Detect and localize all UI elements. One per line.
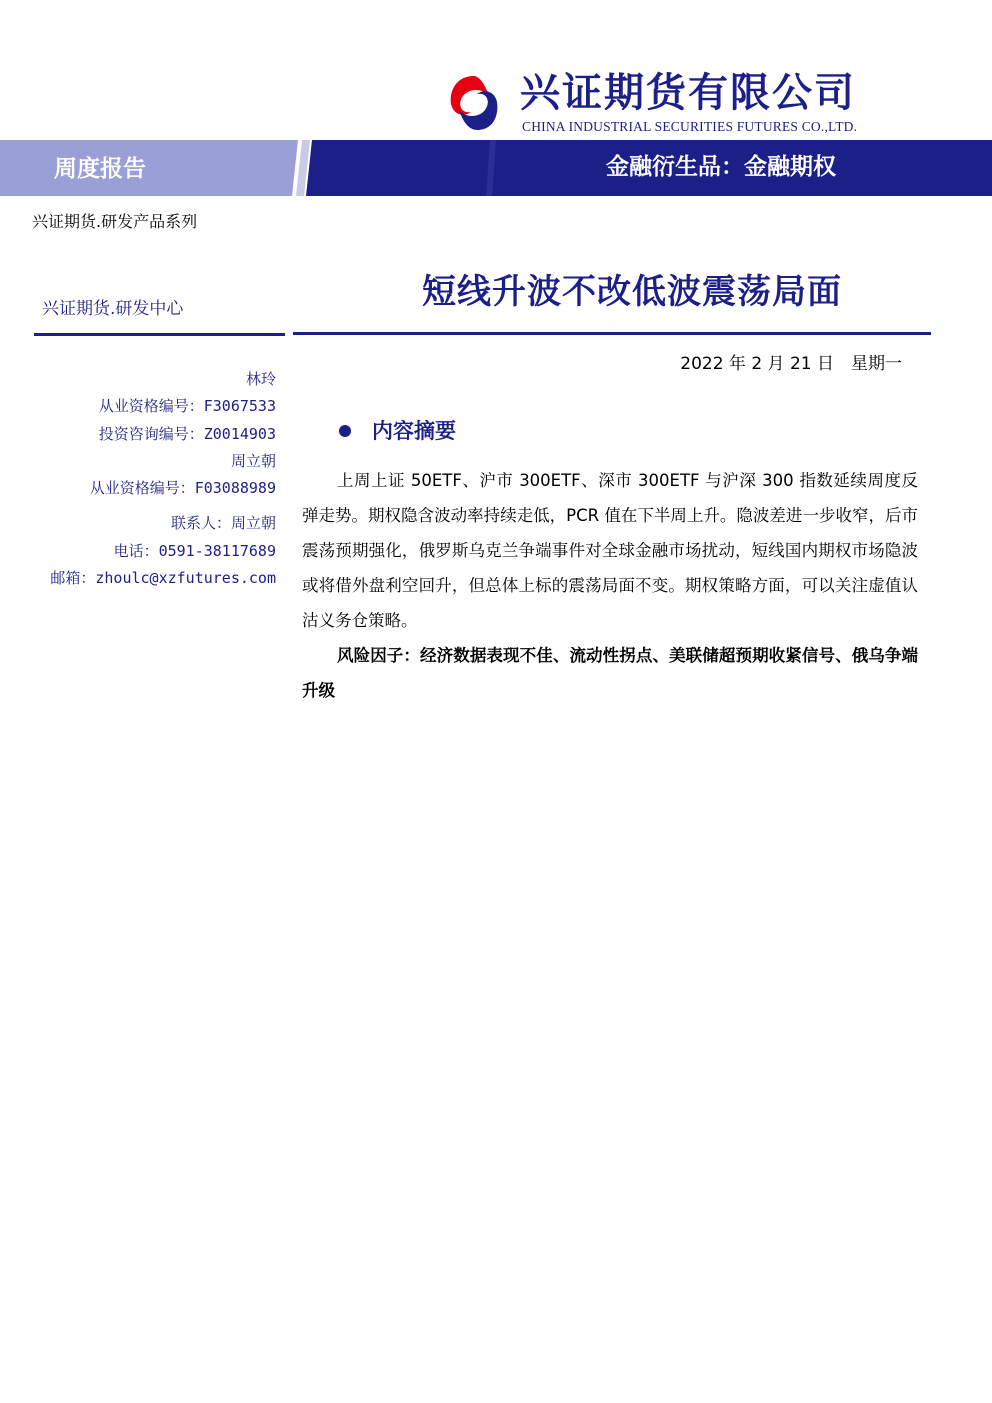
banner-background bbox=[0, 140, 992, 196]
risk-factors: 风险因子：经济数据表现不佳、流动性拐点、美联储超预期收紧信号、俄乌争端升级 bbox=[302, 646, 918, 700]
page-title: 短线升波不改低波震荡局面 bbox=[422, 272, 842, 312]
header-banner bbox=[0, 140, 992, 196]
report-type-label: 周度报告 bbox=[54, 156, 146, 182]
summary-body: 上周上证 50ETF、沪市 300ETF、深市 300ETF 与沪深 300 指数延续周度反弹走势。期权隐含波动率持续走低，PCR 值在下半周上升。隐波差进一步收窄，后市震荡预期强化，俄罗斯乌克兰争端事件对全球金融市场扰动，短线国内期权市场隐波或将借外盘利空回升，但总体上标的震荡局面不变。期权策略方面，可以关注虚值认沽义务仓策略。 bbox=[302, 471, 918, 630]
report-date: 2022 年 2 月 21 日 星期一 bbox=[680, 354, 902, 374]
company-name-en: CHINA INDUSTRIAL SECURITIES FUTURES CO.,LTD. bbox=[522, 119, 858, 134]
series-label: 兴证期货.研发产品系列 bbox=[32, 212, 198, 231]
summary-heading: 内容摘要 bbox=[372, 419, 456, 443]
analyst-name: 周立朝 bbox=[230, 451, 276, 470]
swirl-logo-icon bbox=[449, 74, 499, 132]
contact-person: 联系人：周立朝 bbox=[170, 514, 276, 533]
analyst-name: 林玲 bbox=[245, 370, 276, 388]
contact-email[interactable]: 邮箱：zhoulc@xzfutures.com bbox=[50, 569, 276, 588]
category-label: 金融衍生品：金融期权 bbox=[606, 154, 836, 180]
company-name-cn: 兴证期货有限公司 bbox=[520, 69, 856, 116]
analyst-contacts bbox=[30, 366, 276, 592]
contact-phone: 电话：0591-38117689 bbox=[113, 541, 276, 560]
bullet-icon bbox=[339, 425, 351, 437]
divider-right bbox=[293, 332, 931, 335]
research-center-label: 兴证期货.研发中心 bbox=[42, 299, 184, 319]
analyst-license: 从业资格编号：F03088989 bbox=[89, 479, 276, 498]
divider-left bbox=[34, 333, 285, 336]
analyst-advisory: 投资咨询编号：Z0014903 bbox=[98, 424, 276, 443]
analyst-license: 从业资格编号：F3067533 bbox=[98, 397, 276, 416]
